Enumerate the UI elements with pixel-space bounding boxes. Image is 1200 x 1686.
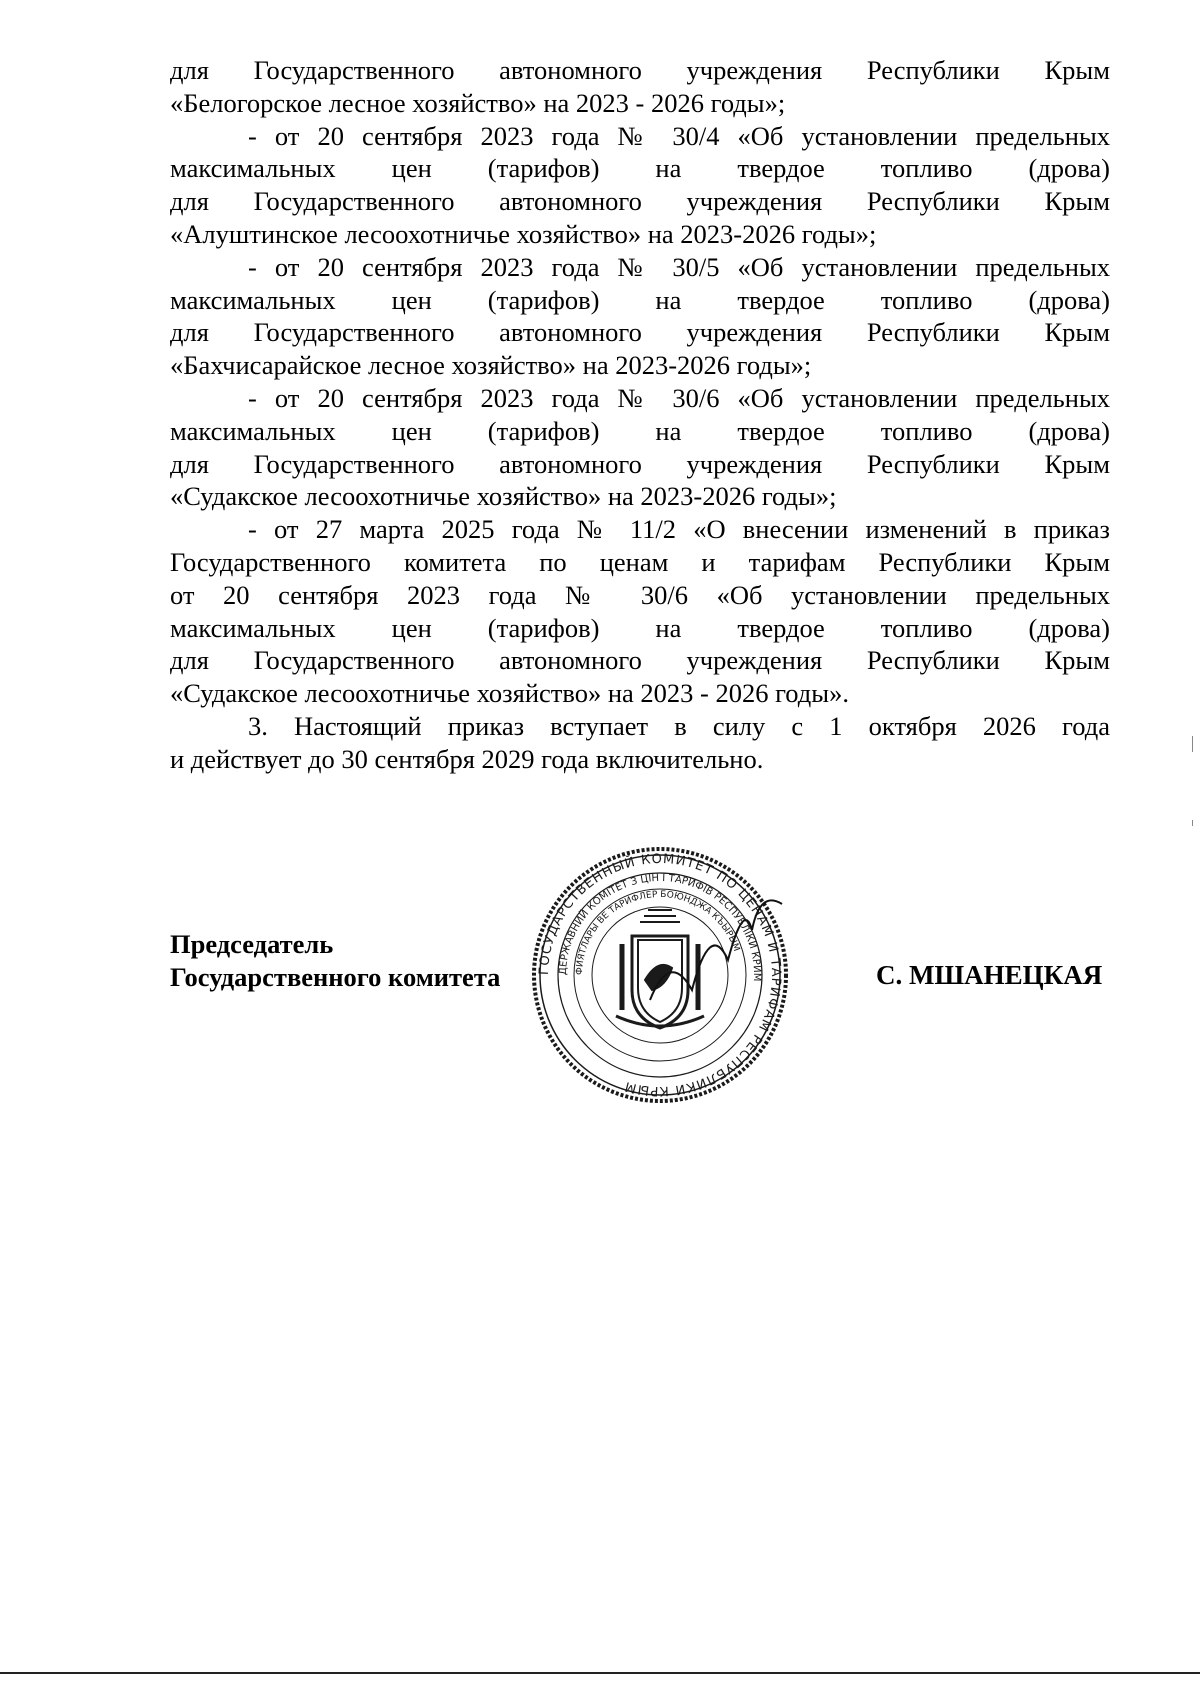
page-bottom-edge bbox=[0, 1672, 1200, 1674]
paragraph-p2 bbox=[170, 251, 1110, 382]
text-line: максимальных цен (тарифов) на твердое топливо (дрова) bbox=[170, 153, 1110, 184]
crimea-emblem-icon bbox=[616, 910, 704, 1028]
text-line: - от 27 марта 2025 года № 11/2 «О внесении изменений в приказ bbox=[248, 514, 1110, 545]
text-line: для Государственного автономного учреждения Республики Крым bbox=[170, 317, 1110, 348]
paragraph-p0 bbox=[170, 54, 1110, 120]
signatory-title-line-2: Государственного комитета bbox=[170, 962, 501, 992]
text-line: «Алуштинское лесоохотничье хозяйство» на 2023-2026 годы»; bbox=[170, 218, 877, 249]
body-text bbox=[170, 54, 1110, 776]
text-line: - от 20 сентября 2023 года № 30/4 «Об установлении предельных bbox=[248, 120, 1110, 151]
text-line: для Государственного автономного учреждения Республики Крым bbox=[170, 645, 1110, 676]
text-line: «Бахчисарайское лесное хозяйство» на 2023-2026 годы»; bbox=[170, 350, 812, 381]
paragraph-p3 bbox=[170, 382, 1110, 513]
seal-inner-text: ФИЯТЛАРЫ ВЕ ТАРИФЛЕР БОЮНДЖА КЪЫРЫМ bbox=[574, 889, 742, 976]
text-line: Государственного комитета по ценам и тарифам Республики Крым bbox=[170, 546, 1110, 577]
text-line: 3. Настоящий приказ вступает в силу с 1 октября 2026 года bbox=[248, 710, 1110, 741]
paragraph-p4 bbox=[170, 513, 1110, 710]
scan-edge-mark bbox=[1192, 820, 1193, 826]
text-line: «Белогорское лесное хозяйство» на 2023 - 2026 годы»; bbox=[170, 87, 786, 118]
signatory-title-line-1: Председатель bbox=[170, 929, 334, 959]
text-line: - от 20 сентября 2023 года № 30/6 «Об установлении предельных bbox=[248, 382, 1110, 413]
signatory-name: С. МШАНЕЦКАЯ bbox=[876, 960, 1103, 990]
text-line: максимальных цен (тарифов) на твердое топливо (дрова) bbox=[170, 284, 1110, 315]
scan-edge-mark bbox=[1192, 736, 1193, 752]
seal-outer-text: ГОСУДАРСТВЕННЫЙ КОМИТЕТ ПО ЦЕНАМ И ТАРИФАМ РЕСПУБЛИКИ КРЫМ bbox=[536, 851, 784, 1099]
text-line: для Государственного автономного учреждения Республики Крым bbox=[170, 448, 1110, 479]
text-line: и действует до 30 сентября 2029 года включительно. bbox=[170, 743, 764, 774]
text-line: «Судакское лесоохотничье хозяйство» на 2023 - 2026 годы». bbox=[170, 678, 849, 709]
text-line: - от 20 сентября 2023 года № 30/5 «Об установлении предельных bbox=[248, 251, 1110, 282]
seal-middle-text: ДЕРЖАВНИЙ КОМІТЕТ З ЦІН І ТАРИФІВ РЕСПУБЛІКИ КРИМ bbox=[557, 872, 763, 982]
paragraph-p1 bbox=[170, 120, 1110, 251]
official-seal bbox=[520, 840, 800, 1110]
text-line: для Государственного автономного учреждения Республики Крым bbox=[170, 55, 1110, 85]
text-line: «Судакское лесоохотничье хозяйство» на 2023-2026 годы»; bbox=[170, 481, 837, 512]
paragraph-p5 bbox=[170, 710, 1110, 776]
text-line: от 20 сентября 2023 года № 30/6 «Об установлении предельных bbox=[170, 579, 1110, 610]
text-line: для Государственного автономного учреждения Республики Крым bbox=[170, 186, 1110, 217]
signatory-position bbox=[170, 928, 500, 994]
text-line: максимальных цен (тарифов) на твердое топливо (дрова) bbox=[170, 415, 1110, 446]
text-line: максимальных цен (тарифов) на твердое топливо (дрова) bbox=[170, 612, 1110, 643]
